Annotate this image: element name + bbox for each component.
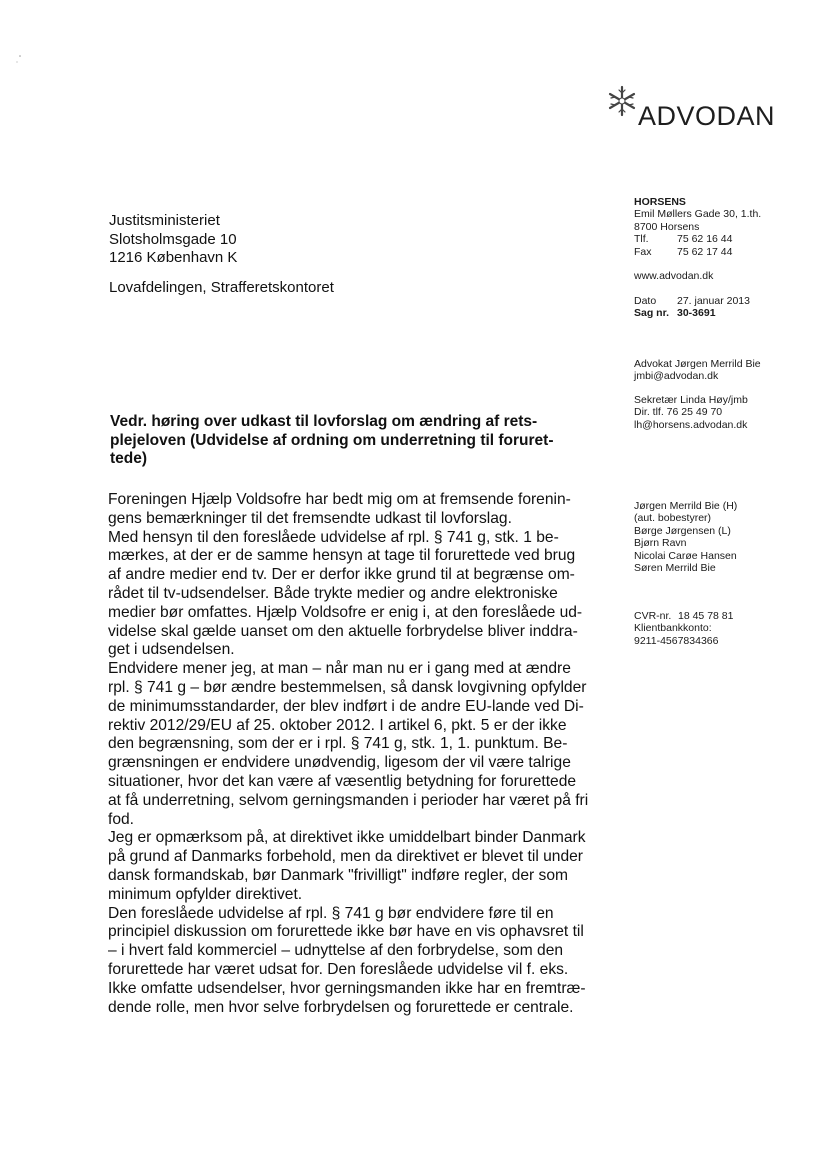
client-account-label: Klientbankkonto: [634, 622, 712, 635]
date-value: 27. januar 2013 [677, 295, 750, 307]
subject-line: Vedr. høring over udkast til lovforslag om ændring af rets- [110, 413, 538, 430]
body-line: grænsningen er endvidere unødvendig, ligesom der vil være talrige [108, 754, 571, 772]
body-line: de minimumsstandarder, der blev indført i de andre EU-lande ved Di- [108, 697, 584, 715]
date-label: Dato [634, 295, 657, 307]
body-line: at få underretning, selvom gerningsmanden i perioder har været på fri [108, 791, 589, 809]
body-line: gens bemærkninger til det fremsendte udkast til lovforslag. [108, 509, 512, 527]
lawyer-contact [634, 358, 761, 383]
date-row [634, 295, 750, 307]
body-line: Med hensyn til den foreslåede udvidelse af rpl. § 741 g, stk. 1 be- [108, 528, 559, 546]
case-label: Sag nr. [634, 307, 670, 320]
office-name: HORSENS [634, 196, 686, 208]
body-line: Ikke omfatte udsendelser, hvor gerningsmanden ikke har en fremtræ- [108, 979, 586, 997]
lawyer-email: jmbi@advodan.dk [634, 370, 719, 383]
letter-meta [634, 295, 750, 320]
body-line: situationer, hvor det kan være af væsentlig betydning for forurettede [108, 772, 577, 790]
scan-speck [14, 52, 28, 66]
lawyer-name: Advokat Jørgen Merrild Bie [634, 358, 761, 370]
office-city: 8700 Horsens [634, 220, 700, 233]
partner-item: Børge Jørgensen (L) [634, 524, 731, 537]
body-line: Foreningen Hjælp Voldsofre har bedt mig om at fremsende forenin- [108, 491, 571, 508]
body-line: medier bør omfattes. Hjælp Voldsofre er enig i, at den foreslåede ud- [108, 603, 583, 621]
body-line: den begrænsning, som der er i rpl. § 741 g, stk. 1, 1. punktum. Be- [108, 735, 568, 753]
cvr-info [634, 610, 733, 647]
cvr-label: CVR-nr. [634, 610, 672, 622]
partner-item: (aut. bobestyrer) [634, 512, 712, 525]
office-info [634, 196, 761, 258]
recipient-line: Slotsholmsgade 10 [109, 230, 237, 248]
body-line: minimum opfylder direktivet. [108, 885, 303, 903]
body-line: rpl. § 741 g – bør ændre bestemmelsen, så dansk lovgivning opfylder [108, 678, 587, 696]
case-number: 30-3691 [677, 307, 716, 320]
body-line: principiel diskussion om forurettede ikke bør have en vis ophavsret til [108, 923, 584, 941]
secretary-contact [634, 394, 748, 431]
partner-item: Bjørn Ravn [634, 537, 687, 550]
letter-subject [110, 413, 580, 469]
website: www.advodan.dk [634, 270, 714, 282]
body-line: – i hvert fald kommerciel – udnyttelse af den forbrydelse, som den [108, 942, 564, 960]
fax-number: 75 62 17 44 [677, 245, 733, 258]
snowflake-logo-icon [606, 84, 638, 118]
subject-line: plejeloven (Udvidelse af ordning om underretning til foruret- [110, 431, 554, 449]
case-row [634, 307, 750, 319]
partner-item: Jørgen Merrild Bie (H) [634, 500, 738, 512]
client-account-number: 9211-4567834366 [634, 634, 719, 647]
body-line: dansk formandskab, bør Danmark "frivilligt" indføre regler, der som [108, 866, 568, 884]
secretary-name: Sekretær Linda Høy/jmb [634, 394, 748, 406]
secretary-phone: Dir. tlf. 76 25 49 70 [634, 406, 723, 419]
body-line: rådet til tv-udsendelser. Både trykte medier og andre elektroniske [108, 584, 558, 602]
partners-list [634, 500, 737, 574]
body-line: på grund af Danmarks forbehold, men da direktivet er blevet til under [108, 848, 584, 866]
fax-label: Fax [634, 245, 652, 258]
recipient-line: Justitsministeriet [109, 212, 220, 229]
partner-item: Nicolai Carøe Hansen [634, 549, 737, 562]
phone-label: Tlf. [634, 233, 649, 246]
body-line: fod. [108, 810, 135, 828]
body-line: get i udsendelsen. [108, 641, 235, 659]
cvr-row [634, 610, 733, 622]
body-line: mærkes, at der er de samme hensyn at tage til forurettede ved brug [108, 547, 576, 565]
partner-item: Søren Merrild Bie [634, 562, 716, 575]
body-line: forurettede har været udsat for. Den foreslåede udvidelse vil f. eks. [108, 960, 569, 978]
recipient-line: 1216 København K [109, 249, 238, 266]
body-line: videlse skal gælde uanset om den aktuelle forbrydelse bliver inddra- [108, 622, 578, 640]
body-line: Endvidere mener jeg, at man – når man nu er i gang med at ændre [108, 660, 571, 678]
letter-body [108, 491, 588, 1017]
body-line: Den foreslåede udvidelse af rpl. § 741 g bør endvidere føre til en [108, 904, 554, 922]
body-line: af andre medier end tv. Der er derfor ikke grund til at begrænse om- [108, 566, 575, 584]
body-line: dende rolle, men hvor selve forbrydelsen og forurettede er centrale. [108, 998, 574, 1016]
logo-wordmark: ADVODAN [638, 101, 776, 131]
body-line: rektiv 2012/29/EU af 25. oktober 2012. I artikel 6, pkt. 5 er der ikke [108, 716, 567, 734]
phone-number: 75 62 16 44 [677, 233, 733, 246]
subject-line: tede) [110, 450, 148, 467]
recipient-address [109, 212, 237, 268]
recipient-department: Lovafdelingen, Strafferetskontoret [109, 279, 334, 296]
office-phone-row [634, 233, 761, 245]
body-line: Jeg er opmærksom på, at direktivet ikke umiddelbart binder Danmark [108, 829, 586, 847]
secretary-email: lh@horsens.advodan.dk [634, 418, 748, 431]
office-address: Emil Møllers Gade 30, 1.th. [634, 208, 762, 221]
cvr-number: 18 45 78 81 [678, 610, 734, 622]
office-fax-row [634, 246, 761, 258]
advodan-logo [606, 84, 778, 136]
